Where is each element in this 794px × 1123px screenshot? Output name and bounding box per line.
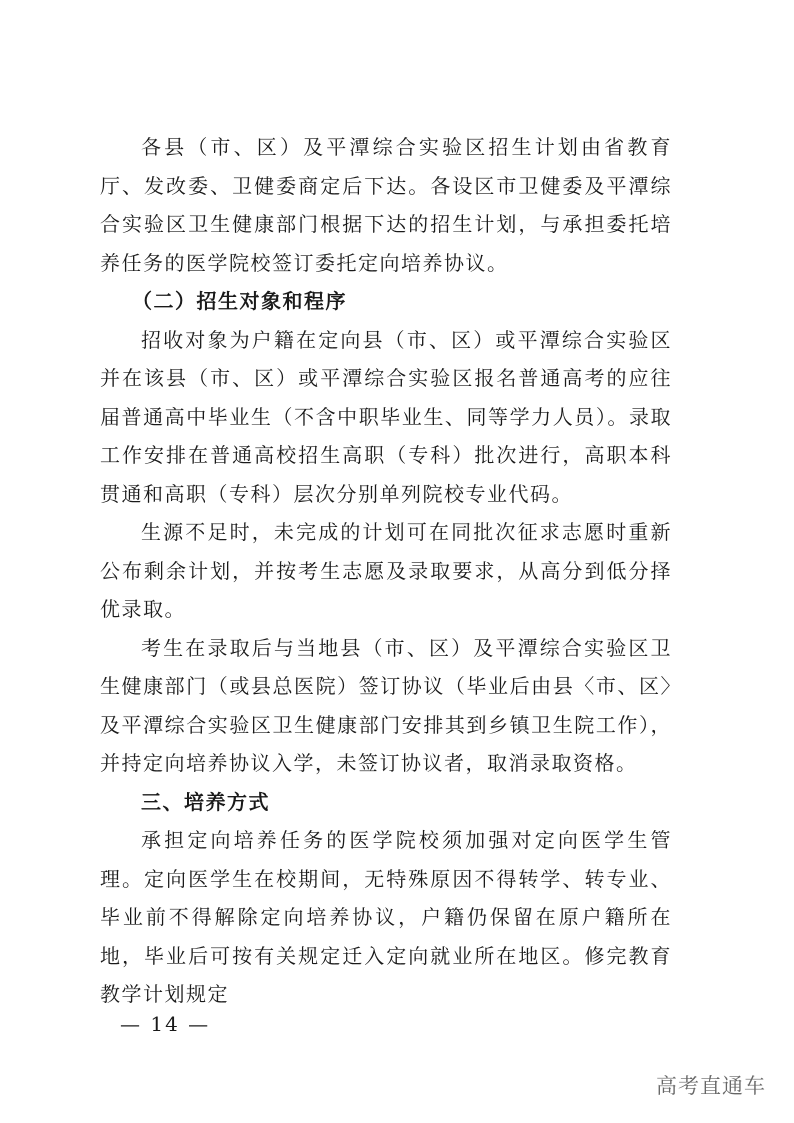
subheading-enrollment-targets: （二）招生对象和程序 xyxy=(132,289,347,313)
paragraph-training-management: 承担定向培养任务的医学院校须加强对定向医学生管理。定向医学生在校期间，无特殊原因不得转学、转专业、毕业前不得解除定向培养协议，户籍仍保留在原户籍所在地，毕业后可按有关规定迁入定向就业所在地区。修完教育教学计划规定 xyxy=(100,828,672,1006)
watermark-text: 高考直通车 xyxy=(656,1074,766,1098)
paragraph-enrollment-targets: 招收对象为户籍在定向县（市、区）或平潭综合实验区并在该县（市、区）或平潭综合实验区报名普通高考的应往届普通高中毕业生（不含中职毕业生、同等学力人员）。录取工作安排在普通高校招生高职（专科）批次进行，高职本科贯通和高职（专科）层次分别单列院校专业代码。 xyxy=(100,327,672,506)
paragraph-agreement-signing: 考生在录取后与当地县（市、区）及平潭综合实验区卫生健康部门（或县总医院）签订协议（毕业后由县〈市、区〉及平潭综合实验区卫生健康部门安排其到乡镇卫生院工作），并持定向培养协议入学，未签订协议者，取消录取资格。 xyxy=(100,635,672,775)
heading-training-method: 三、培养方式 xyxy=(141,789,270,814)
paragraph-insufficient-applicants: 生源不足时，未完成的计划可在同批次征求志愿时重新公布剩余计划，并按考生志愿及录取要求，从高分到低分择优录取。 xyxy=(100,520,672,621)
document-body xyxy=(100,128,672,1014)
paragraph-plan-issuance: 各县（市、区）及平潭综合实验区招生计划由省教育厅、发改委、卫健委商定后下达。各设区市卫健委及平潭综合实验区卫生健康部门根据下达的招生计划，与承担委托培养任务的医学院校签订委托定向培养协议。 xyxy=(100,135,672,275)
page-number: — 14 — xyxy=(120,1012,211,1036)
